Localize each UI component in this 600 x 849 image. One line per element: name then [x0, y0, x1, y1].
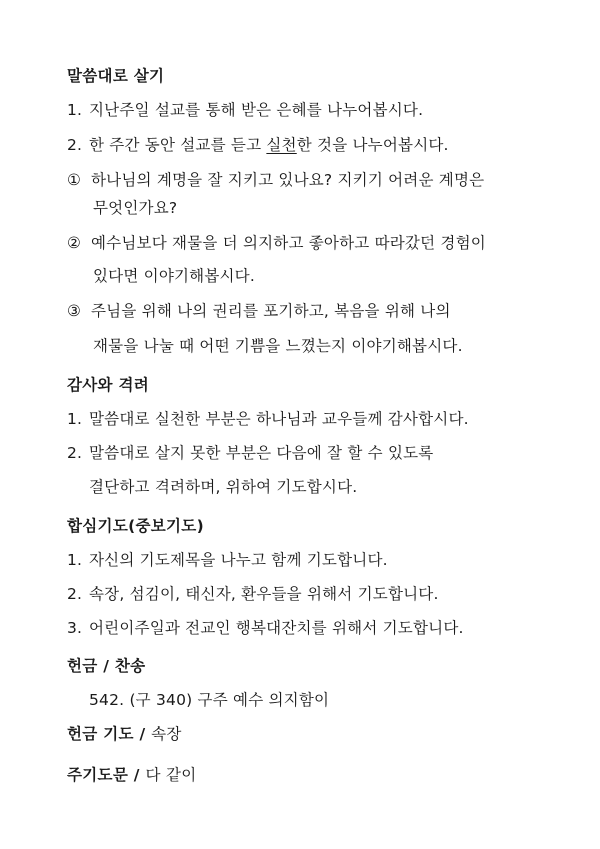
- offering-prayer-value: 속장: [151, 725, 182, 743]
- question-item: [67, 299, 451, 321]
- question-text: 하나님의 계명을 잘 지키고 있나요? 지키기 어려운 계명은: [91, 171, 485, 189]
- item-number: 1.: [67, 410, 83, 428]
- item-continuation: 결단하고 격려하며, 위하여 기도합시다.: [89, 478, 358, 496]
- item-number: 3.: [67, 619, 83, 637]
- lords-prayer-line: [67, 763, 197, 785]
- question-item: [67, 168, 484, 190]
- hymn-text: 542. (구 340) 구주 예수 의지함이: [89, 691, 330, 709]
- list-item: [67, 548, 388, 570]
- item-text: 말씀대로 살지 못한 부분은 다음에 잘 할 수 있도록: [89, 444, 434, 462]
- question-continuation: 재물을 나눌 때 어떤 기쁨을 느꼈는지 이야기해봅시다.: [93, 337, 463, 355]
- item-text-post: 한 것을 나누어봅시다.: [296, 136, 449, 154]
- offering-prayer-label: 헌금 기도 /: [67, 725, 146, 743]
- item-text: 속장, 섬김이, 태신자, 환우들을 위해서 기도합니다.: [89, 585, 439, 603]
- list-item: [67, 441, 433, 463]
- list-item: [67, 616, 464, 638]
- item-number: 2.: [67, 136, 83, 154]
- circled-number: ①: [67, 171, 82, 189]
- section-title-prayer: 합심기도(중보기도): [67, 517, 204, 535]
- list-item: [67, 582, 439, 604]
- section-title-offering: 헌금 / 찬송: [67, 657, 146, 675]
- item-text-underlined: 실천: [266, 136, 297, 154]
- item-number: 1.: [67, 101, 83, 119]
- item-number: 1.: [67, 551, 83, 569]
- item-text: 지난주일 설교를 통해 받은 은혜를 나누어봅시다.: [89, 101, 424, 119]
- circled-number: ②: [67, 234, 82, 252]
- section-title-thanks: 감사와 격려: [67, 376, 150, 394]
- section-title-living-word: 말씀대로 살기: [67, 67, 165, 85]
- item-text: 자신의 기도제목을 나누고 함께 기도합니다.: [89, 551, 388, 569]
- item-text: 말씀대로 실천한 부분은 하나님과 교우들께 감사합시다.: [89, 410, 469, 428]
- item-text: 어린이주일과 전교인 행복대잔치를 위해서 기도합니다.: [89, 619, 464, 637]
- circled-number: ③: [67, 302, 82, 320]
- list-item: [67, 133, 449, 155]
- item-number: 2.: [67, 585, 83, 603]
- list-item: [67, 98, 423, 120]
- lords-prayer-value: 다 같이: [145, 766, 197, 784]
- offering-prayer-line: [67, 722, 182, 744]
- lords-prayer-label: 주기도문 /: [67, 766, 140, 784]
- question-continuation: 무엇인가요?: [93, 199, 178, 217]
- question-continuation: 있다면 이야기해봅시다.: [93, 267, 255, 285]
- question-item: [67, 231, 486, 253]
- question-text: 주님을 위해 나의 권리를 포기하고, 복음을 위해 나의: [91, 302, 451, 320]
- list-item: [67, 407, 469, 429]
- item-number: 2.: [67, 444, 83, 462]
- item-text-pre: 한 주간 동안 설교를 듣고: [89, 136, 267, 154]
- question-text: 예수님보다 재물을 더 의지하고 좋아하고 따라갔던 경험이: [91, 234, 486, 252]
